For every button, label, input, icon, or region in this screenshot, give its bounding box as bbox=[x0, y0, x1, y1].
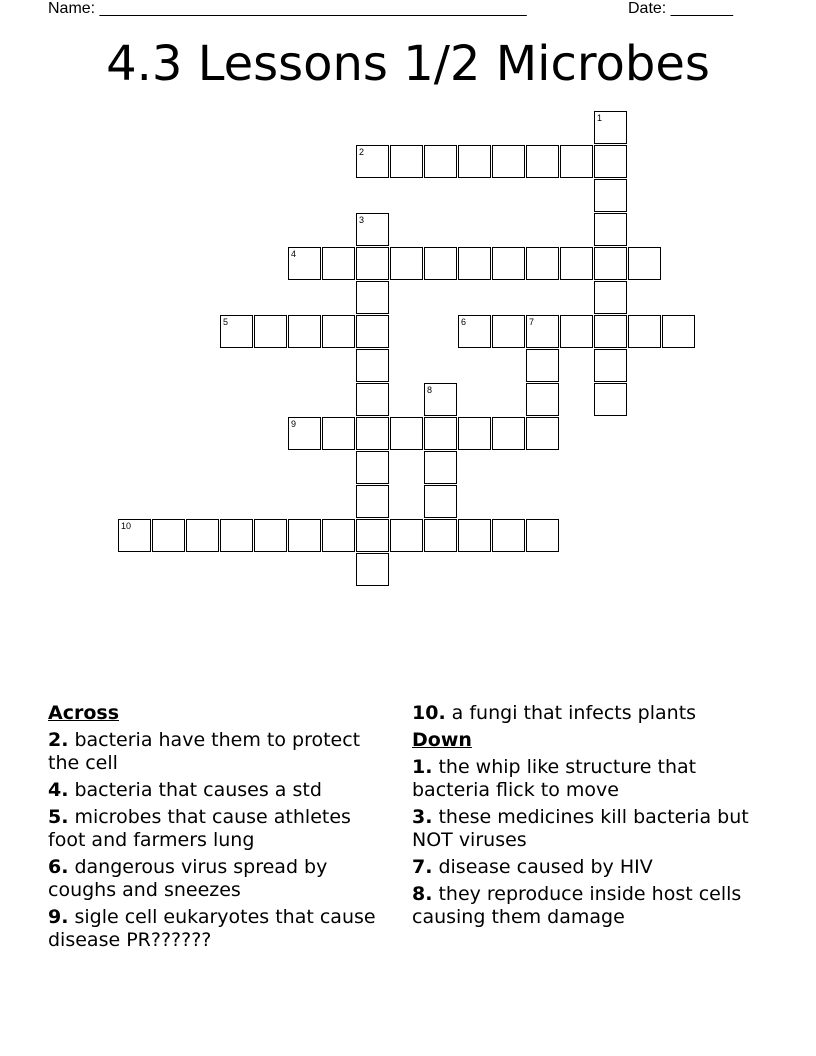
clue-number: 6. bbox=[48, 856, 69, 878]
crossword-cell[interactable] bbox=[662, 315, 695, 348]
clue-number: 8. bbox=[412, 883, 433, 905]
clue-across-5 bbox=[48, 806, 388, 852]
crossword-cell[interactable] bbox=[356, 315, 389, 348]
crossword-cell[interactable] bbox=[424, 451, 457, 484]
crossword-cell[interactable] bbox=[322, 247, 355, 280]
clue-number: 10. bbox=[412, 702, 446, 724]
crossword-cell[interactable] bbox=[356, 451, 389, 484]
crossword-cell[interactable] bbox=[424, 247, 457, 280]
down-heading: Down bbox=[412, 729, 472, 751]
crossword-cell[interactable] bbox=[594, 247, 627, 280]
crossword-cell[interactable] bbox=[356, 485, 389, 518]
crossword-cell[interactable] bbox=[628, 247, 661, 280]
crossword-cell[interactable] bbox=[492, 315, 525, 348]
crossword-cell[interactable] bbox=[356, 553, 389, 586]
crossword-cell[interactable] bbox=[118, 519, 151, 552]
clue-text: sigle cell eukaryotes that cause disease PR?????? bbox=[48, 906, 376, 951]
cell-number: 4 bbox=[291, 249, 297, 259]
crossword-cell[interactable] bbox=[628, 315, 661, 348]
crossword-cell[interactable] bbox=[594, 281, 627, 314]
clue-text: disease caused by HIV bbox=[438, 856, 653, 878]
cell-number: 6 bbox=[461, 317, 467, 327]
clue-across-10 bbox=[412, 702, 772, 725]
cell-number: 5 bbox=[223, 317, 229, 327]
crossword-cell[interactable] bbox=[356, 349, 389, 382]
clue-number: 4. bbox=[48, 779, 69, 801]
clue-text: these medicines kill bacteria but NOT viruses bbox=[412, 806, 749, 851]
clue-number: 3. bbox=[412, 806, 433, 828]
crossword-cell[interactable] bbox=[322, 519, 355, 552]
crossword-cell[interactable] bbox=[288, 417, 321, 450]
crossword-cell[interactable] bbox=[492, 247, 525, 280]
across-heading: Across bbox=[48, 702, 120, 724]
crossword-cell[interactable] bbox=[220, 315, 253, 348]
crossword-cell[interactable] bbox=[322, 315, 355, 348]
crossword-cell[interactable] bbox=[186, 519, 219, 552]
crossword-cell[interactable] bbox=[458, 519, 491, 552]
crossword-cell[interactable] bbox=[356, 281, 389, 314]
crossword-cell[interactable] bbox=[356, 519, 389, 552]
crossword-cell[interactable] bbox=[458, 417, 491, 450]
crossword-cell[interactable] bbox=[424, 417, 457, 450]
crossword-cell[interactable] bbox=[458, 145, 491, 178]
crossword-cell[interactable] bbox=[356, 383, 389, 416]
clue-down-7 bbox=[412, 856, 772, 879]
clue-across-9 bbox=[48, 906, 388, 952]
crossword-cell[interactable] bbox=[526, 383, 559, 416]
cell-number: 3 bbox=[359, 215, 365, 225]
crossword-cell[interactable] bbox=[594, 111, 627, 144]
clue-text: bacteria that causes a std bbox=[74, 779, 322, 801]
crossword-cell[interactable] bbox=[594, 213, 627, 246]
clue-across-2 bbox=[48, 729, 388, 775]
crossword-cell[interactable] bbox=[356, 417, 389, 450]
crossword-cell[interactable] bbox=[288, 247, 321, 280]
clue-number: 5. bbox=[48, 806, 69, 828]
crossword-cell[interactable] bbox=[424, 383, 457, 416]
clues-column-left bbox=[48, 702, 388, 956]
crossword-cell[interactable] bbox=[526, 349, 559, 382]
crossword-cell[interactable] bbox=[560, 145, 593, 178]
cell-number: 2 bbox=[359, 147, 365, 157]
crossword-cell[interactable] bbox=[492, 519, 525, 552]
crossword-cell[interactable] bbox=[390, 247, 423, 280]
clue-text: microbes that cause athletes foot and farmers lung bbox=[48, 806, 351, 851]
crossword-cell[interactable] bbox=[458, 247, 491, 280]
crossword-cell[interactable] bbox=[560, 315, 593, 348]
crossword-cell[interactable] bbox=[594, 349, 627, 382]
crossword-cell[interactable] bbox=[356, 213, 389, 246]
clue-number: 7. bbox=[412, 856, 433, 878]
crossword-cell[interactable] bbox=[458, 315, 491, 348]
cell-number: 9 bbox=[291, 419, 297, 429]
crossword-cell[interactable] bbox=[526, 315, 559, 348]
crossword-cell[interactable] bbox=[526, 145, 559, 178]
crossword-cell[interactable] bbox=[152, 519, 185, 552]
cell-number: 8 bbox=[427, 385, 433, 395]
crossword-cell[interactable] bbox=[424, 485, 457, 518]
crossword-cell[interactable] bbox=[492, 417, 525, 450]
date-field-label: Date: _______ bbox=[628, 0, 733, 17]
clue-down-1 bbox=[412, 756, 772, 802]
crossword-cell[interactable] bbox=[390, 417, 423, 450]
crossword-cell[interactable] bbox=[390, 145, 423, 178]
crossword-cell[interactable] bbox=[220, 519, 253, 552]
crossword-cell[interactable] bbox=[288, 315, 321, 348]
crossword-cell[interactable] bbox=[594, 315, 627, 348]
crossword-cell[interactable] bbox=[356, 145, 389, 178]
clue-text: they reproduce inside host cells causing them damage bbox=[412, 883, 742, 928]
name-field-label: Name: ________________________________________________ bbox=[48, 0, 527, 17]
crossword-cell[interactable] bbox=[526, 247, 559, 280]
clue-text: dangerous virus spread by coughs and sneezes bbox=[48, 856, 328, 901]
clue-across-6 bbox=[48, 856, 388, 902]
crossword-cell[interactable] bbox=[594, 179, 627, 212]
clue-number: 2. bbox=[48, 729, 69, 751]
crossword-cell[interactable] bbox=[526, 519, 559, 552]
crossword-cell[interactable] bbox=[424, 145, 457, 178]
clue-text: bacteria have them to protect the cell bbox=[48, 729, 361, 774]
cell-number: 7 bbox=[529, 317, 535, 327]
clue-down-3 bbox=[412, 806, 772, 852]
clue-text: a fungi that infects plants bbox=[451, 702, 697, 724]
crossword-cell[interactable] bbox=[322, 417, 355, 450]
crossword-cell[interactable] bbox=[492, 145, 525, 178]
crossword-cell[interactable] bbox=[254, 519, 287, 552]
clue-number: 9. bbox=[48, 906, 69, 928]
clue-text: the whip like structure that bacteria flick to move bbox=[412, 756, 697, 801]
crossword-cell[interactable] bbox=[356, 247, 389, 280]
page-title: 4.3 Lessons 1/2 Microbes bbox=[106, 36, 710, 92]
crossword-cell[interactable] bbox=[594, 383, 627, 416]
crossword-cell[interactable] bbox=[254, 315, 287, 348]
crossword-cell[interactable] bbox=[594, 145, 627, 178]
crossword-cell[interactable] bbox=[526, 417, 559, 450]
clue-across-4 bbox=[48, 779, 388, 802]
crossword-cell[interactable] bbox=[560, 247, 593, 280]
crossword-cell[interactable] bbox=[390, 519, 423, 552]
crossword-cell[interactable] bbox=[424, 519, 457, 552]
cell-number: 1 bbox=[597, 113, 603, 123]
crossword-cell[interactable] bbox=[288, 519, 321, 552]
clue-down-8 bbox=[412, 883, 772, 929]
clues-column-right bbox=[412, 702, 772, 933]
clue-number: 1. bbox=[412, 756, 433, 778]
cell-number: 10 bbox=[121, 521, 132, 531]
